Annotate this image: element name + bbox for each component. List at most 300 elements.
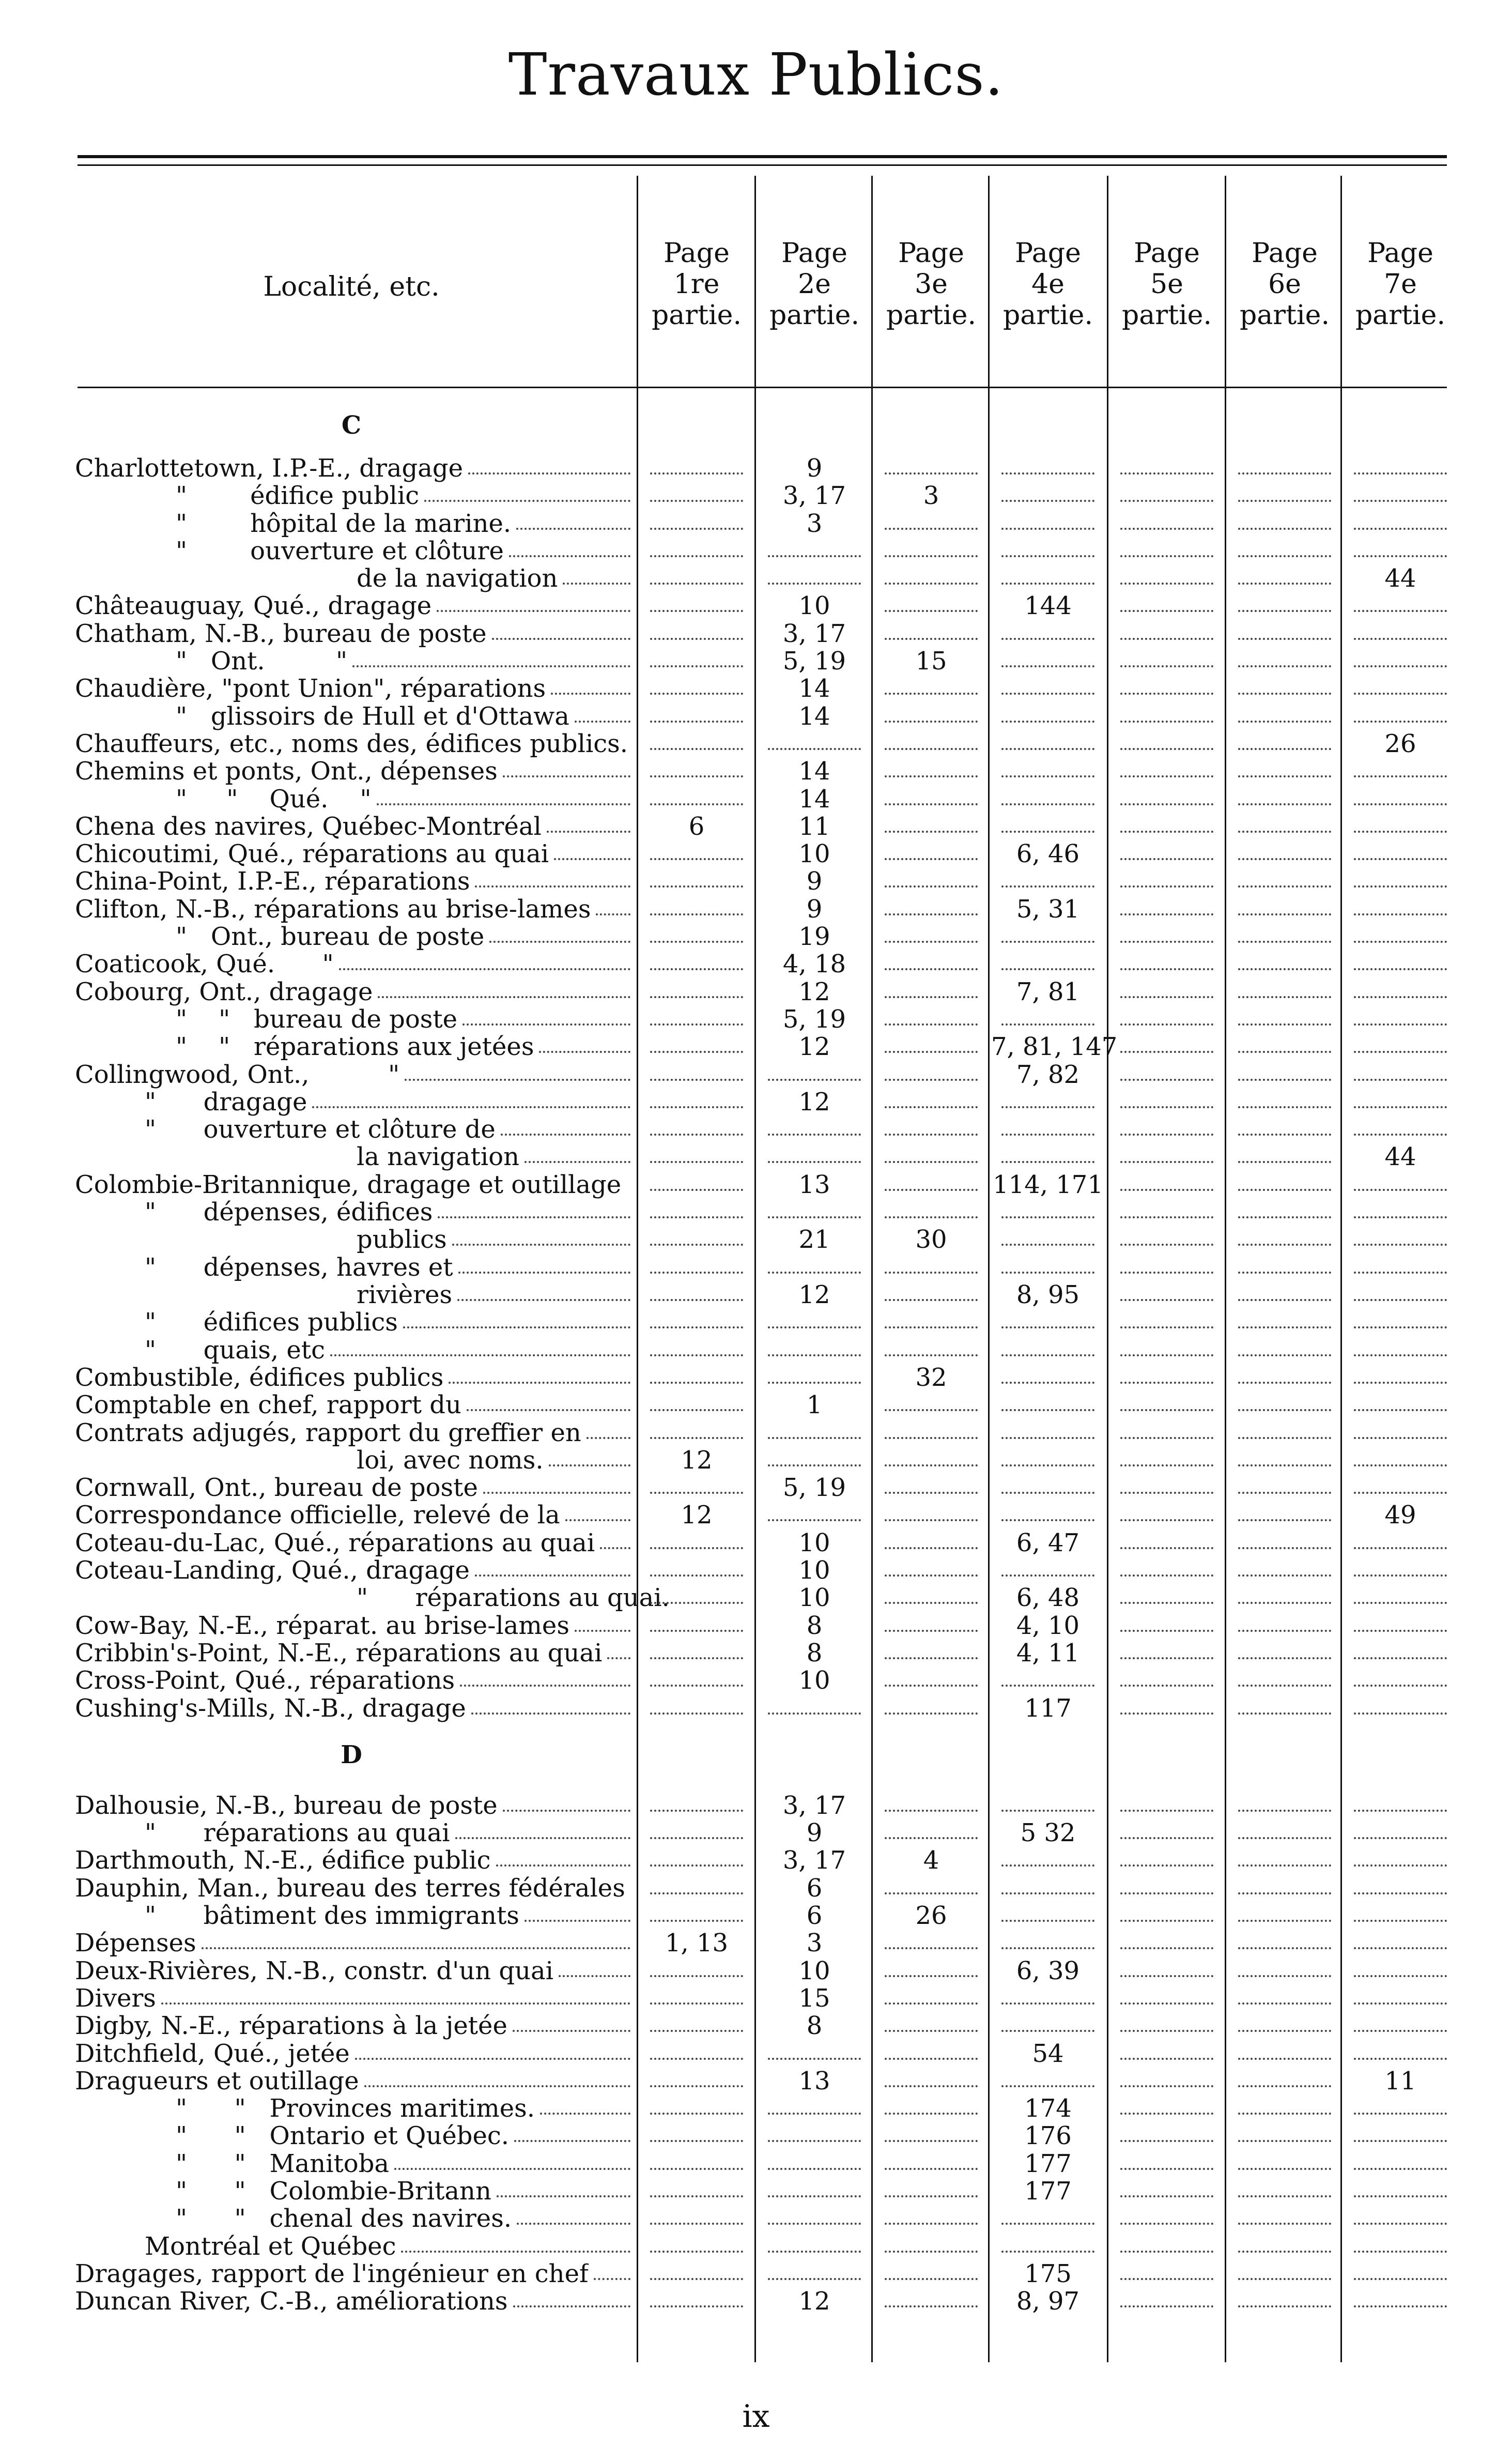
dot-leader — [575, 721, 630, 723]
page-ref-part-4: 6, 48 — [1016, 1583, 1080, 1612]
header-part-4 — [991, 238, 1105, 331]
row-label: Cow-Bay, N.-E., réparat. au brise-lames — [75, 1612, 569, 1640]
empty-cell-dots — [768, 1464, 861, 1466]
empty-cell-dots — [1238, 1574, 1331, 1577]
empty-cell-dots — [885, 1299, 978, 1301]
empty-cell-dots — [650, 1023, 743, 1026]
empty-cell-dots — [1120, 1630, 1213, 1632]
empty-cell-dots — [885, 1216, 978, 1218]
row-label: Clifton, N.-B., réparations au brise-lames — [75, 896, 591, 923]
page-ref-part-2: 11 — [798, 812, 830, 841]
dot-leader — [458, 1272, 630, 1274]
header-part-line: Page — [1015, 238, 1081, 269]
empty-cell-dots — [650, 1602, 743, 1604]
row-label: " " chenal des navires. — [176, 2205, 512, 2232]
dot-leader — [405, 1079, 630, 1081]
row-label: " hôpital de la marine. — [176, 510, 512, 538]
row-label: " " réparations aux jetées — [176, 1033, 534, 1061]
empty-cell-dots — [650, 1051, 743, 1053]
dot-leader — [424, 500, 630, 502]
row-label: rivières — [357, 1281, 453, 1309]
page-ref-part-2: 14 — [798, 702, 830, 731]
row-label: Cornwall, Ont., bureau de poste — [75, 1474, 478, 1502]
empty-cell-dots — [1238, 1657, 1331, 1659]
empty-cell-dots — [1354, 2195, 1447, 2197]
empty-cell-dots — [885, 721, 978, 723]
empty-cell-dots — [885, 1574, 978, 1577]
empty-cell-dots — [650, 1810, 743, 1812]
index-row — [0, 1640, 1512, 1667]
row-label: Ditchfield, Qué., jetée — [75, 2040, 350, 2068]
empty-cell-dots — [1238, 1602, 1331, 1604]
dot-leader — [438, 1216, 630, 1218]
empty-cell-dots — [1120, 2251, 1213, 2253]
dot-leader — [503, 775, 630, 777]
empty-cell-dots — [885, 858, 978, 860]
empty-cell-dots — [1120, 638, 1213, 640]
row-label: " Ont., bureau de poste — [176, 923, 485, 951]
page-ref-part-2: 10 — [798, 839, 830, 868]
page-ref-part-2: 3, 17 — [782, 1846, 846, 1875]
empty-cell-dots — [1001, 803, 1094, 805]
empty-cell-dots — [650, 2085, 743, 2087]
empty-cell-dots — [1001, 1920, 1094, 1922]
page-ref-part-4: 6, 46 — [1016, 839, 1080, 868]
empty-cell-dots — [768, 1712, 861, 1715]
header-part-line: partie. — [1003, 300, 1093, 331]
empty-cell-dots — [650, 1354, 743, 1356]
index-row — [0, 1819, 1512, 1847]
page-ref-part-2: 19 — [798, 922, 830, 951]
empty-cell-dots — [1120, 665, 1213, 667]
empty-cell-dots — [768, 748, 861, 750]
empty-cell-dots — [1238, 1216, 1331, 1218]
empty-cell-dots — [885, 1712, 978, 1715]
row-label: Collingwood, Ont., " — [75, 1061, 400, 1089]
header-part-line: Page — [664, 238, 730, 269]
empty-cell-dots — [1354, 831, 1447, 833]
empty-cell-dots — [1001, 831, 1094, 833]
empty-cell-dots — [650, 1161, 743, 1163]
page-ref-part-2: 12 — [798, 977, 830, 1006]
empty-cell-dots — [650, 2168, 743, 2170]
empty-cell-dots — [1120, 941, 1213, 943]
empty-cell-dots — [885, 1161, 978, 1163]
empty-cell-dots — [1120, 610, 1213, 612]
empty-cell-dots — [1238, 2168, 1331, 2170]
empty-cell-dots — [1001, 1864, 1094, 1867]
empty-cell-dots — [1354, 2058, 1447, 2060]
empty-cell-dots — [1001, 1685, 1094, 1687]
page-ref-part-2: 9 — [806, 454, 823, 483]
header-rule — [78, 387, 1447, 388]
header-part-line: Page — [1367, 238, 1433, 269]
empty-cell-dots — [1354, 472, 1447, 475]
index-row — [0, 786, 1512, 813]
header-part-line: 4e — [1031, 269, 1064, 300]
index-row — [0, 868, 1512, 895]
empty-cell-dots — [1354, 1892, 1447, 1894]
empty-cell-dots — [768, 2113, 861, 2115]
page-ref-part-4: 144 — [1024, 591, 1072, 620]
header-part-line: Page — [898, 238, 964, 269]
row-label: " édifice public — [176, 482, 420, 510]
dot-leader — [551, 693, 630, 695]
index-row — [0, 1089, 1512, 1116]
empty-cell-dots — [1001, 775, 1094, 777]
empty-cell-dots — [1120, 885, 1213, 888]
empty-cell-dots — [650, 1547, 743, 1549]
empty-cell-dots — [1001, 1023, 1094, 1026]
empty-cell-dots — [1120, 2168, 1213, 2170]
empty-cell-dots — [1120, 1810, 1213, 1812]
empty-cell-dots — [1238, 1519, 1331, 1521]
dot-leader — [403, 1326, 630, 1328]
page-ref-part-4: 175 — [1024, 2259, 1072, 2288]
empty-cell-dots — [885, 1975, 978, 1977]
page-ref-part-2: 14 — [798, 757, 830, 786]
index-row — [0, 2095, 1512, 2122]
dot-leader — [594, 2278, 630, 2280]
index-row — [0, 455, 1512, 482]
empty-cell-dots — [885, 1272, 978, 1274]
empty-cell-dots — [650, 2223, 743, 2225]
index-row — [0, 1902, 1512, 1930]
empty-cell-dots — [885, 941, 978, 943]
empty-cell-dots — [1238, 748, 1331, 750]
header-part-line: partie. — [1122, 300, 1212, 331]
row-label: Chaudière, "pont Union", réparations — [75, 675, 546, 702]
index-row — [0, 2178, 1512, 2205]
page-ref-part-4: 176 — [1024, 2121, 1072, 2150]
page-ref-part-3: 3 — [923, 481, 939, 510]
empty-cell-dots — [768, 2140, 861, 2142]
section-letter: C — [341, 411, 362, 440]
empty-cell-dots — [1238, 1051, 1331, 1053]
row-label: Duncan River, C.-B., améliorations — [75, 2288, 508, 2315]
empty-cell-dots — [885, 1492, 978, 1494]
header-part-3 — [874, 238, 988, 331]
empty-cell-dots — [650, 2002, 743, 2005]
empty-cell-dots — [1120, 1685, 1213, 1687]
empty-cell-dots — [885, 2223, 978, 2225]
empty-cell-dots — [1238, 1810, 1331, 1812]
empty-cell-dots — [1120, 775, 1213, 777]
index-row — [0, 1391, 1512, 1419]
header-locality: Localité, etc. — [263, 271, 440, 302]
row-label: Chatham, N.-B., bureau de poste — [75, 620, 487, 648]
empty-cell-dots — [885, 1409, 978, 1411]
empty-cell-dots — [1238, 1864, 1331, 1867]
index-row — [0, 1337, 1512, 1364]
page-ref-part-2: 3 — [806, 1929, 823, 1958]
page-ref-part-2: 10 — [798, 591, 830, 620]
empty-cell-dots — [650, 2278, 743, 2280]
empty-cell-dots — [1354, 885, 1447, 888]
page-ref-part-2: 12 — [798, 2287, 830, 2316]
page-ref-part-2: 12 — [798, 1032, 830, 1061]
row-label: China-Point, I.P.-E., réparations — [75, 868, 470, 895]
page-ref-part-3: 32 — [915, 1363, 947, 1392]
index-row — [0, 2288, 1512, 2315]
empty-cell-dots — [650, 1409, 743, 1411]
empty-cell-dots — [1354, 693, 1447, 695]
page-ref-part-4: 5 32 — [1020, 1818, 1076, 1847]
empty-cell-dots — [1354, 1547, 1447, 1549]
empty-cell-dots — [1120, 1189, 1213, 1191]
header-part-line: 1re — [673, 269, 720, 300]
page-ref-part-4: 6, 39 — [1016, 1956, 1080, 1985]
empty-cell-dots — [1354, 858, 1447, 860]
page-ref-part-2: 4, 18 — [782, 950, 846, 978]
empty-cell-dots — [768, 2278, 861, 2280]
empty-cell-dots — [1354, 1134, 1447, 1136]
dot-leader — [509, 555, 630, 557]
empty-cell-dots — [885, 2278, 978, 2280]
empty-cell-dots — [650, 555, 743, 557]
empty-cell-dots — [650, 2113, 743, 2115]
page-ref-part-2: 14 — [798, 785, 830, 814]
empty-cell-dots — [1238, 1975, 1331, 1977]
empty-cell-dots — [1001, 500, 1094, 502]
empty-cell-dots — [1354, 721, 1447, 723]
row-label: Cobourg, Ont., dragage — [75, 978, 373, 1006]
dot-leader — [483, 1492, 630, 1494]
empty-cell-dots — [1001, 2002, 1094, 2005]
empty-cell-dots — [885, 1023, 978, 1026]
empty-cell-dots — [1120, 1382, 1213, 1384]
empty-cell-dots — [650, 1712, 743, 1715]
empty-cell-dots — [1120, 1547, 1213, 1549]
empty-cell-dots — [1354, 941, 1447, 943]
page-ref-part-4: 7, 81 — [1016, 977, 1080, 1006]
dot-leader — [496, 1864, 630, 1867]
empty-cell-dots — [1238, 472, 1331, 475]
dot-leader — [449, 1382, 630, 1384]
page-ref-part-4: 7, 82 — [1016, 1060, 1080, 1089]
index-row — [0, 1033, 1512, 1061]
empty-cell-dots — [1354, 968, 1447, 970]
empty-cell-dots — [1354, 2305, 1447, 2307]
index-row — [0, 2122, 1512, 2150]
page-ref-part-2: 10 — [798, 1666, 830, 1695]
dot-leader — [437, 610, 630, 612]
dot-leader — [161, 2002, 630, 2005]
row-label: Contrats adjugés, rapport du greffier en — [75, 1419, 581, 1447]
index-row — [0, 1006, 1512, 1033]
empty-cell-dots — [1354, 1837, 1447, 1839]
empty-cell-dots — [1120, 1244, 1213, 1246]
empty-cell-dots — [1354, 1437, 1447, 1439]
page-ref-part-2: 12 — [798, 1088, 830, 1117]
empty-cell-dots — [885, 610, 978, 612]
empty-cell-dots — [885, 2251, 978, 2253]
empty-cell-dots — [650, 638, 743, 640]
row-label: " " Provinces maritimes. — [176, 2095, 535, 2122]
dot-leader — [355, 2058, 630, 2060]
row-label: Montréal et Québec — [145, 2233, 396, 2260]
empty-cell-dots — [1238, 885, 1331, 888]
empty-cell-dots — [1238, 913, 1331, 915]
empty-cell-dots — [885, 2195, 978, 2197]
top-rule — [78, 155, 1447, 158]
empty-cell-dots — [650, 1437, 743, 1439]
row-label: " " Qué. " — [176, 786, 372, 813]
dot-leader — [202, 1947, 630, 1949]
page-ref-part-1: 12 — [681, 1501, 713, 1530]
dot-leader — [462, 1023, 630, 1026]
empty-cell-dots — [1238, 1437, 1331, 1439]
page-ref-part-4: 114, 171 — [993, 1170, 1103, 1199]
row-label: Cribbin's-Point, N.-E., réparations au quai — [75, 1640, 603, 1667]
empty-cell-dots — [1001, 1134, 1094, 1136]
empty-cell-dots — [1001, 1409, 1094, 1411]
header-part-line: 5e — [1150, 269, 1183, 300]
empty-cell-dots — [1354, 2251, 1447, 2253]
page-ref-part-7: 26 — [1384, 729, 1416, 758]
empty-cell-dots — [1238, 1326, 1331, 1328]
index-row — [0, 1199, 1512, 1226]
empty-cell-dots — [885, 638, 978, 640]
empty-cell-dots — [768, 1161, 861, 1163]
empty-cell-dots — [885, 1326, 978, 1328]
page-ref-part-1: 12 — [681, 1446, 713, 1475]
empty-cell-dots — [1354, 610, 1447, 612]
empty-cell-dots — [885, 1189, 978, 1191]
page-ref-part-2: 13 — [798, 2067, 830, 2096]
empty-cell-dots — [1120, 693, 1213, 695]
empty-cell-dots — [650, 803, 743, 805]
header-part-line: 3e — [915, 269, 948, 300]
empty-cell-dots — [1120, 1216, 1213, 1218]
empty-cell-dots — [1354, 1051, 1447, 1053]
page-ref-part-2: 3 — [806, 509, 823, 538]
section-letter: D — [341, 1740, 362, 1769]
index-row — [0, 1226, 1512, 1253]
empty-cell-dots — [1354, 803, 1447, 805]
empty-cell-dots — [1120, 2058, 1213, 2060]
empty-cell-dots — [1238, 665, 1331, 667]
empty-cell-dots — [768, 2168, 861, 2170]
row-label: " édifices publics — [145, 1309, 398, 1336]
row-label: Dragueurs et outillage — [75, 2068, 359, 2095]
page-ref-part-2: 9 — [806, 867, 823, 896]
dot-leader — [489, 941, 630, 943]
row-label: " quais, etc — [145, 1337, 325, 1364]
empty-cell-dots — [1120, 1051, 1213, 1053]
empty-cell-dots — [1120, 1712, 1213, 1715]
page-ref-part-2: 8 — [806, 1639, 823, 1668]
dot-leader — [516, 528, 630, 530]
row-label: Cushing's-Mills, N.-B., dragage — [75, 1695, 466, 1722]
row-label: Chemins et ponts, Ont., dépenses — [75, 758, 498, 785]
index-row — [0, 1116, 1512, 1143]
page-ref-part-2: 3, 17 — [782, 481, 846, 510]
empty-cell-dots — [768, 555, 861, 557]
page-ref-part-2: 9 — [806, 1818, 823, 1847]
index-row — [0, 2260, 1512, 2288]
empty-cell-dots — [1238, 1134, 1331, 1136]
empty-cell-dots — [650, 996, 743, 998]
empty-cell-dots — [1238, 1106, 1331, 1108]
dot-leader — [575, 1630, 630, 1632]
empty-cell-dots — [885, 2030, 978, 2032]
empty-cell-dots — [1120, 996, 1213, 998]
index-row — [0, 2040, 1512, 2068]
empty-cell-dots — [1354, 1657, 1447, 1659]
row-label: " ouverture et clôture de — [145, 1116, 496, 1143]
empty-cell-dots — [885, 2002, 978, 2005]
empty-cell-dots — [1120, 1837, 1213, 1839]
page-ref-part-4: 8, 97 — [1016, 2287, 1080, 2316]
empty-cell-dots — [1354, 2113, 1447, 2115]
empty-cell-dots — [1120, 1161, 1213, 1163]
dot-leader — [503, 1810, 630, 1812]
index-row — [0, 1254, 1512, 1281]
index-row — [0, 1958, 1512, 1985]
empty-cell-dots — [650, 528, 743, 530]
empty-cell-dots — [1354, 2278, 1447, 2280]
empty-cell-dots — [885, 1547, 978, 1549]
empty-cell-dots — [1001, 748, 1094, 750]
empty-cell-dots — [1001, 1244, 1094, 1246]
empty-cell-dots — [885, 2058, 978, 2060]
empty-cell-dots — [1354, 1920, 1447, 1922]
empty-cell-dots — [1120, 748, 1213, 750]
dot-leader — [600, 1547, 630, 1549]
page-ref-part-2: 21 — [798, 1225, 830, 1254]
empty-cell-dots — [1354, 1602, 1447, 1604]
empty-cell-dots — [1238, 775, 1331, 777]
empty-cell-dots — [885, 1602, 978, 1604]
empty-cell-dots — [1354, 2030, 1447, 2032]
empty-cell-dots — [1001, 1519, 1094, 1521]
empty-cell-dots — [1354, 2140, 1447, 2142]
empty-cell-dots — [1354, 1492, 1447, 1494]
index-row — [0, 2150, 1512, 2178]
empty-cell-dots — [650, 941, 743, 943]
empty-cell-dots — [885, 1685, 978, 1687]
empty-cell-dots — [650, 1272, 743, 1274]
empty-cell-dots — [1238, 2305, 1331, 2307]
empty-cell-dots — [1120, 1574, 1213, 1577]
empty-cell-dots — [1120, 2085, 1213, 2087]
empty-cell-dots — [1238, 2223, 1331, 2225]
dot-leader — [460, 1685, 630, 1687]
empty-cell-dots — [1354, 1354, 1447, 1356]
empty-cell-dots — [1120, 528, 1213, 530]
dot-leader — [565, 1519, 630, 1521]
empty-cell-dots — [1354, 1464, 1447, 1466]
page-ref-part-1: 6 — [688, 812, 705, 841]
empty-cell-dots — [1120, 1134, 1213, 1136]
row-label: " " bureau de poste — [176, 1006, 458, 1033]
empty-cell-dots — [885, 2113, 978, 2115]
empty-cell-dots — [768, 1382, 861, 1384]
empty-cell-dots — [885, 1079, 978, 1081]
empty-cell-dots — [650, 472, 743, 475]
row-label: " dragage — [145, 1089, 307, 1116]
empty-cell-dots — [885, 2140, 978, 2142]
empty-cell-dots — [1354, 1382, 1447, 1384]
index-row — [0, 675, 1512, 702]
empty-cell-dots — [885, 2305, 978, 2307]
empty-cell-dots — [650, 2305, 743, 2307]
empty-cell-dots — [1238, 1547, 1331, 1549]
index-row — [0, 1930, 1512, 1957]
empty-cell-dots — [1001, 1326, 1094, 1328]
empty-cell-dots — [1354, 1079, 1447, 1081]
